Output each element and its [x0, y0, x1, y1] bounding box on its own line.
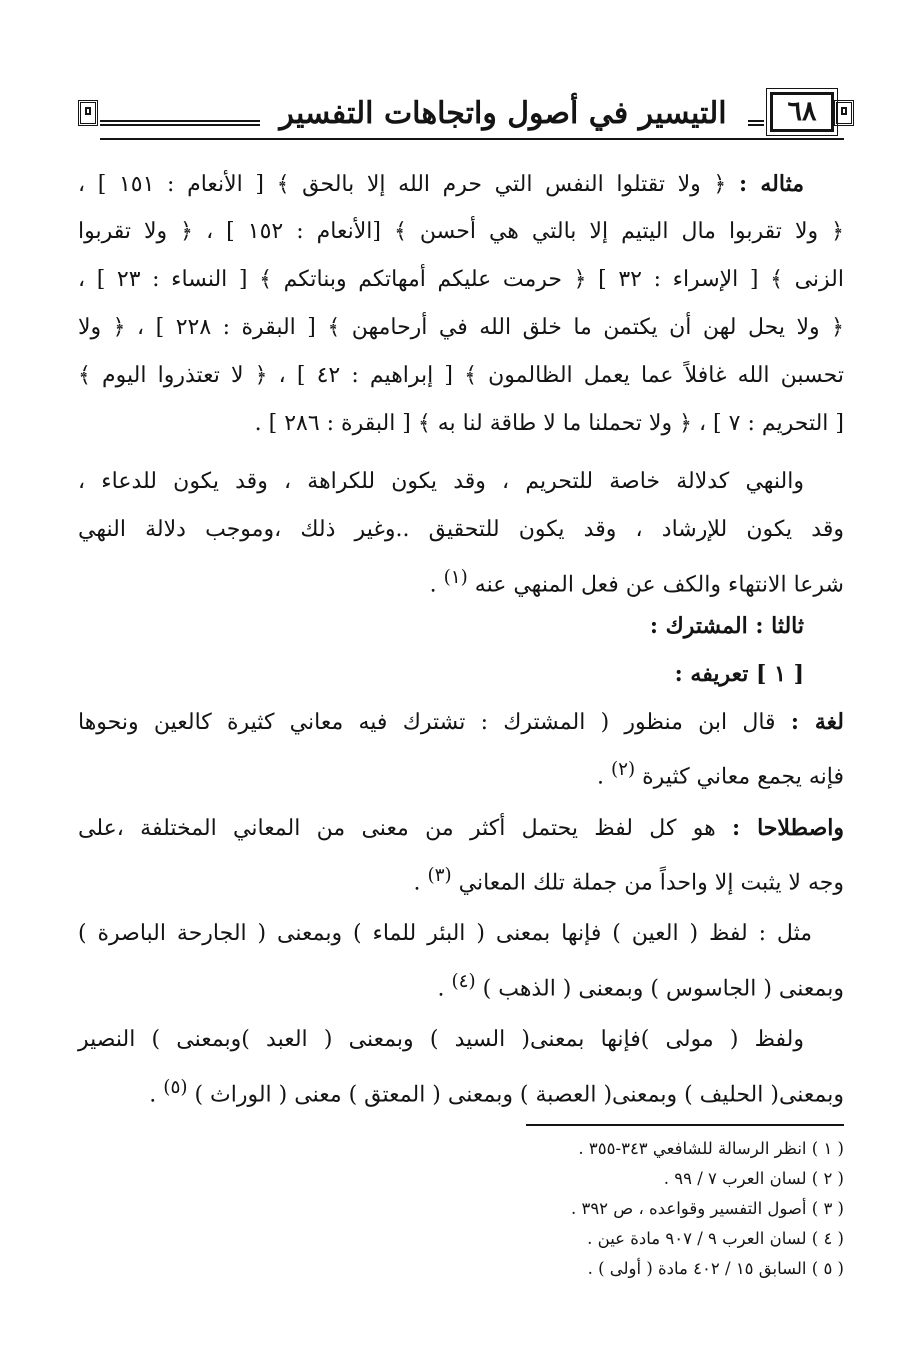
line-text: وجه لا يثبت إلا واحداً من جملة تلك المعاني — [458, 870, 844, 896]
text-line — [78, 698, 844, 746]
text-line: ﴿ ولا تقربوا مال اليتيم إلا بالتي هي أحسن ﴾ [الأنعام : ١٥٢ ] ، ﴿ ولا تقربوا — [78, 219, 845, 244]
footnote-ref[interactable]: (٢) — [610, 759, 636, 780]
text-line: تحسبن الله غافلاً عما يعمل الظالمون ﴾ [ إبراهيم : ٤٢ ] ، ﴿ لا تعتذروا اليوم ﴾ — [78, 363, 844, 388]
text-line: مثل : لفظ ( العين ) فإنها بمعنى ( البئر للماء ) وبمعنى ( الجارحة الباصرة ) — [78, 921, 812, 946]
line-text: فإنه يجمع معاني كثيرة — [642, 764, 844, 790]
header-ornament-left — [78, 100, 98, 126]
paragraph-prohibition — [78, 458, 844, 602]
text-line — [78, 804, 844, 852]
line-text: شرعا الانتهاء والكف عن فعل المنهي عنه — [474, 572, 844, 598]
linguistic-label: لغة : — [790, 709, 844, 735]
verse-text: ﴿ ولا تقتلوا النفس التي حرم الله إلا بالحق ﴾ [ الأنعام : ١٥١ ] ، — [78, 172, 727, 197]
text-line — [78, 746, 844, 794]
paragraph-technical — [78, 804, 844, 900]
line-text: وبمعنى( الحليف ) وبمعنى( العصبة ) وبمعنى ( المعتق ) معنى ( الوراث ) — [194, 1082, 844, 1108]
footnote-1: ( ١ ) انظر الرسالة للشافعي ٣٤٣-٣٥٥ . — [578, 1139, 844, 1158]
section-heading: ثالثا : المشترك : — [649, 613, 804, 639]
text-line: ولفظ ( مولى )فإنها بمعنى( السيد ) وبمعنى ( العبد )وبمعنى ) النصير — [78, 1027, 804, 1052]
footnote-4: ( ٤ ) لسان العرب ٩ / ٩٠٧ مادة عين . — [587, 1229, 844, 1248]
text-line: الزنى ﴾ [ الإسراء : ٣٢ ] ﴿ حرمت عليكم أمهاتكم وبناتكم ﴾ [ النساء : ٢٣ ] ، — [78, 267, 844, 292]
footnote-2: ( ٢ ) لسان العرب ٧ / ٩٩ . — [663, 1169, 844, 1188]
footnote-3: ( ٣ ) أصول التفسير وقواعده ، ص ٣٩٢ . — [570, 1199, 844, 1218]
example-label: مثاله : — [738, 171, 805, 197]
footnotes — [300, 1134, 844, 1284]
line-end: . — [429, 572, 444, 598]
paragraph-example — [78, 160, 844, 448]
paragraph-ain-example — [78, 910, 844, 1006]
footnote-ref[interactable]: (٣) — [427, 865, 452, 886]
text-line: [ التحريم : ٧ ] ، ﴿ ولا تحملنا ما لا طاقة لنا به ﴾ [ البقرة : ٢٨٦ ] . — [254, 411, 844, 436]
header-rule-left — [100, 120, 260, 126]
footnote-ref[interactable]: (٥) — [163, 1077, 188, 1098]
body-text — [78, 160, 844, 1112]
page-number: ٦٨ — [770, 92, 834, 132]
technical-label: واصطلاحا : — [732, 815, 844, 841]
line-end: . — [149, 1082, 164, 1108]
footnote-5: ( ٥ ) السابق ١٥ / ٤٠٢ مادة ( أولى ) . — [587, 1259, 844, 1278]
line-end: . — [437, 976, 452, 1002]
header-title: التيسير في أصول واتجاهات التفسير — [279, 96, 727, 131]
footnote-ref[interactable]: (١) — [443, 567, 468, 588]
text-line — [78, 958, 844, 1006]
line-end: . — [596, 764, 611, 790]
text-line: والنهي كدلالة خاصة للتحريم ، وقد يكون للكراهة ، وقد يكون للدعاء ، — [78, 469, 804, 494]
subsection-heading: [ ١ ] تعريفه : — [674, 661, 804, 687]
footnote-ref[interactable]: (٤) — [451, 971, 476, 992]
line-end: . — [413, 870, 428, 896]
text-line — [78, 852, 844, 900]
footnote-separator — [526, 1124, 844, 1126]
paragraph-mawla-example — [78, 1016, 844, 1112]
line-text: قال ابن منظور ( المشترك : تشترك فيه معاني كثيرة كالعين ونحوها — [78, 710, 791, 735]
header-ornament-right — [834, 100, 854, 126]
text-line — [78, 554, 844, 602]
text-line: ﴿ ولا يحل لهن أن يكتمن ما خلق الله في أرحامهن ﴾ [ البقرة : ٢٢٨ ] ، ﴿ ولا — [78, 315, 844, 340]
line-text: وبمعنى ( الجاسوس ) وبمعنى ( الذهب ) — [482, 976, 844, 1002]
header-underline — [100, 138, 844, 140]
paragraph-linguistic — [78, 698, 844, 794]
header-rule-right — [748, 120, 764, 126]
text-line — [78, 1064, 844, 1112]
running-header — [78, 92, 854, 148]
text-line: وقد يكون للإرشاد ، وقد يكون للتحقيق ..وغير ذلك ،وموجب دلالة النهي — [78, 517, 844, 542]
line-text: هو كل لفظ يحتمل أكثر من معنى من المعاني المختلفة ،على — [78, 816, 733, 841]
text-line — [78, 160, 844, 208]
